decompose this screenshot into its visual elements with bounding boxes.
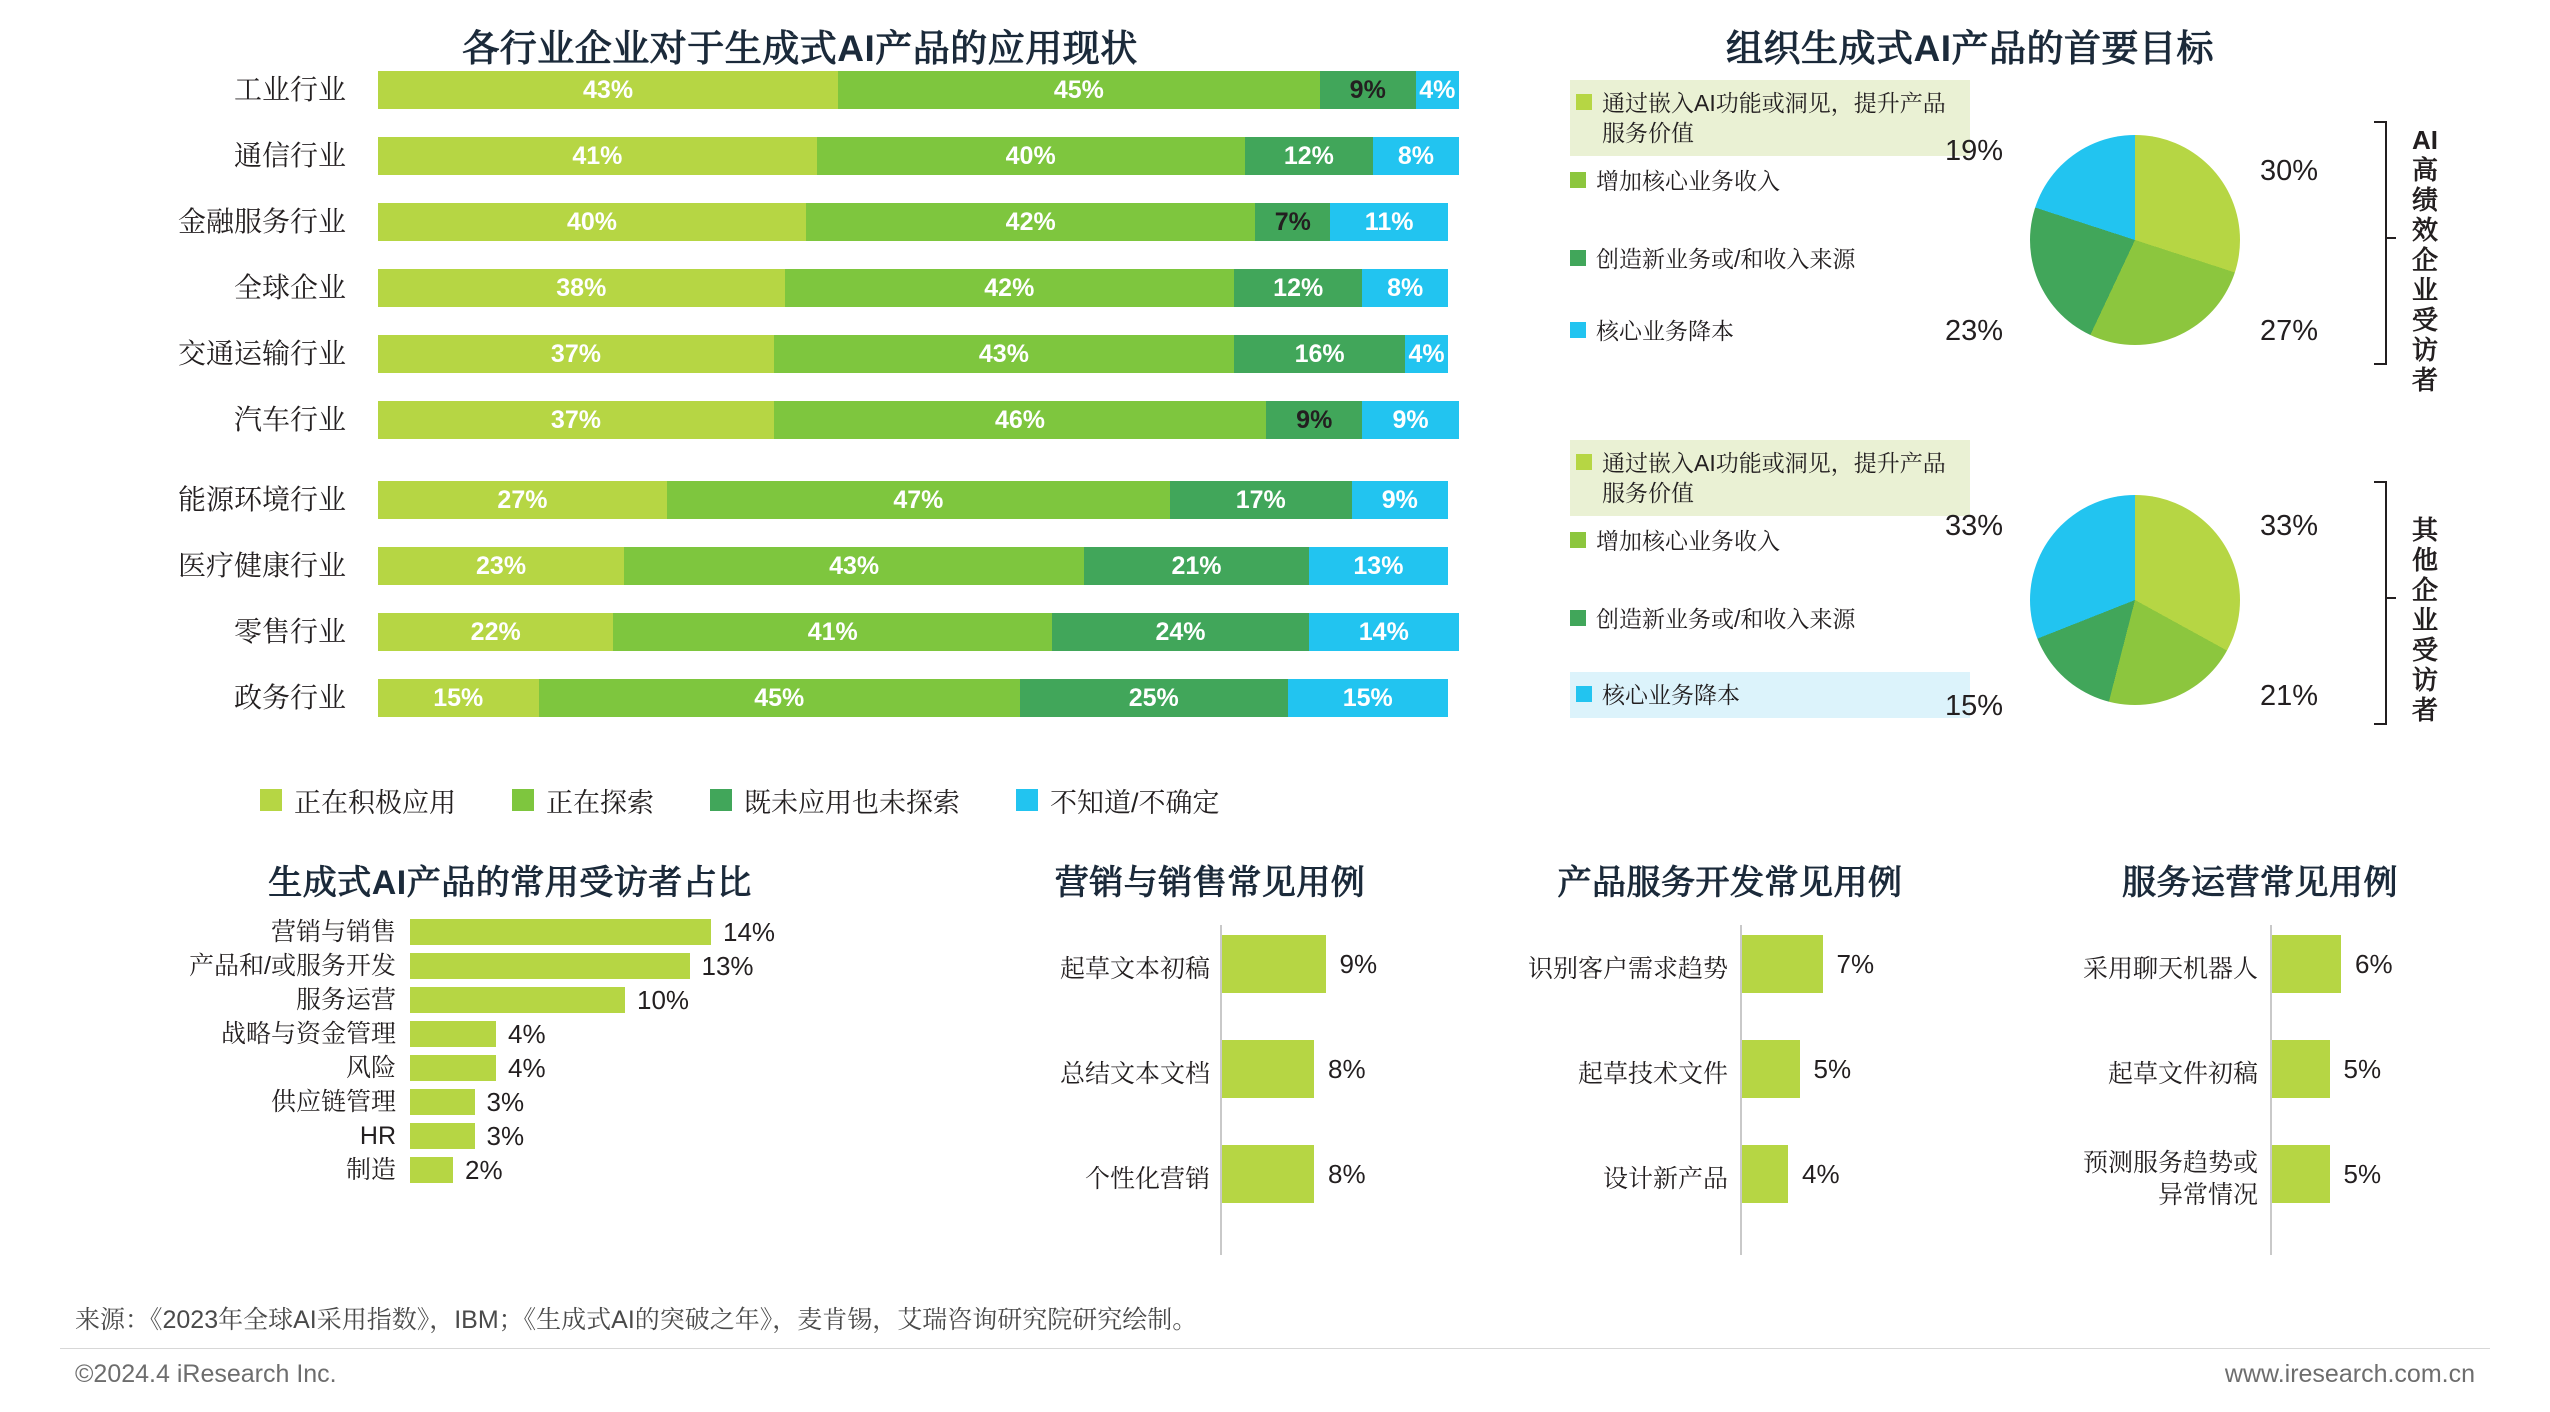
usecase-row <box>2000 1030 2520 1126</box>
bar-segment: 8% <box>1373 137 1459 175</box>
pie-charts-panel <box>1560 10 2520 840</box>
stacked-row <box>60 676 1520 720</box>
legend-swatch-icon <box>1016 789 1038 811</box>
row-bars <box>378 401 1533 439</box>
row-bars <box>378 335 1533 373</box>
pie-group-label: AI 高绩效企业受访者 <box>2411 125 2438 395</box>
bar-segment: 27% <box>378 481 667 519</box>
legend-label: 增加核心业务收入 <box>1596 528 1780 554</box>
bar-value-label: 5% <box>2343 1054 2382 1084</box>
bar-segment: 13% <box>1309 547 1448 585</box>
legend-label: 核心业务降本 <box>1596 318 1734 344</box>
legend-swatch-icon <box>1570 250 1586 266</box>
row-category-label: 个性化营销 <box>1084 1165 1210 1193</box>
stacked-row <box>60 266 1520 310</box>
usecase-row <box>2000 1135 2520 1231</box>
row-category-label: 零售行业 <box>233 616 346 647</box>
row-category-label: 战略与资金管理 <box>220 1020 396 1048</box>
bar-value-label: 10% <box>637 985 690 1015</box>
bar-segment: 9% <box>1320 71 1416 109</box>
usecase-row <box>1470 1030 1990 1126</box>
bar-segment: 45% <box>838 71 1320 109</box>
row-bars <box>378 269 1533 307</box>
pie-value-label: 33% <box>2260 510 2319 542</box>
legend-swatch-icon <box>260 789 282 811</box>
bar-segment: 41% <box>613 613 1052 651</box>
bar-value-label: 13% <box>701 951 754 981</box>
legend-swatch-icon <box>1570 172 1586 188</box>
bar-segment: 41% <box>378 137 817 175</box>
bar-segment: 43% <box>774 335 1234 373</box>
legend-label: 创造新业务或/和收入来源 <box>1596 246 1856 272</box>
row-category-label: HR <box>359 1122 396 1150</box>
pie-value-label: 19% <box>1945 135 2004 167</box>
legend-label: 既未应用也未探索 <box>744 787 960 818</box>
pie-value-label: 15% <box>1945 690 2004 722</box>
bar-segment: 9% <box>1352 481 1448 519</box>
usage-row <box>60 1053 960 1083</box>
stacked-row <box>60 134 1520 178</box>
legend-swatch-icon <box>1576 686 1592 702</box>
legend-label: 不知道/不确定 <box>1050 787 1220 818</box>
legend-swatch-icon <box>1576 94 1592 110</box>
legend-label: 正在积极应用 <box>294 787 456 818</box>
marketing-usecases-chart <box>960 855 1460 1325</box>
pie-legend-item <box>1570 316 1970 346</box>
pie-legend-item <box>1570 672 1970 718</box>
row-category-label: 交通运输行业 <box>177 338 346 369</box>
pie-value-label: 21% <box>2260 680 2319 712</box>
legend-swatch-icon <box>1570 610 1586 626</box>
pie-legend-1 <box>1570 80 1970 440</box>
usage-row <box>60 985 960 1015</box>
group-brace-icon <box>2372 478 2398 728</box>
row-category-label: 产品和/或服务开发 <box>189 952 396 980</box>
bar <box>2272 935 2341 993</box>
usecase-row <box>1470 925 1990 1021</box>
row-category-label: 制造 <box>345 1156 396 1184</box>
bar-value-label: 5% <box>2343 1159 2382 1189</box>
usage-chart-title: 生成式AI产品的常用受访者占比 <box>268 864 752 902</box>
usage-row <box>60 1155 960 1185</box>
legend-label: 正在探索 <box>546 787 654 818</box>
bar-segment: 12% <box>1245 137 1373 175</box>
bar <box>410 987 625 1013</box>
row-bars <box>378 203 1533 241</box>
bar-segment: 8% <box>1362 269 1448 307</box>
bar-segment: 47% <box>667 481 1170 519</box>
bar <box>410 953 690 979</box>
product-usecases-chart <box>1470 855 1990 1325</box>
bar-segment: 16% <box>1234 335 1405 373</box>
stacked-row <box>60 544 1520 588</box>
usecase-row <box>960 1030 1480 1126</box>
usecase-row <box>960 1135 1480 1231</box>
bar-segment: 9% <box>1266 401 1362 439</box>
bar-segment: 4% <box>1405 335 1448 373</box>
legend-label: 通过嵌入AI功能或洞见，提升产品服务价值 <box>1602 90 1946 146</box>
source-note: 来源：《2023年全球AI采用指数》，IBM；《生成式AI的突破之年》，麦肯锡，艾瑞咨询研究院研究绘制。 <box>75 1306 1198 1334</box>
pie-legend-item <box>1570 80 1970 156</box>
bar <box>2272 1040 2330 1098</box>
legend-label: 创造新业务或/和收入来源 <box>1596 606 1856 632</box>
bar-segment: 7% <box>1255 203 1330 241</box>
bar <box>410 1089 475 1115</box>
bar <box>410 1123 475 1149</box>
service-chart-title: 服务运营常见用例 <box>2122 864 2398 902</box>
bar-segment: 46% <box>774 401 1266 439</box>
service-usecases-chart <box>2000 855 2520 1325</box>
bar-value-label: 3% <box>486 1121 525 1151</box>
legend-item <box>512 781 654 820</box>
stacked-row <box>60 200 1520 244</box>
pie-group-label: 其他企业受访者 <box>2411 515 2438 725</box>
usage-row <box>60 951 960 981</box>
bar-value-label: 4% <box>508 1053 546 1083</box>
bar-segment: 14% <box>1309 613 1459 651</box>
pie-value-label: 23% <box>1945 315 2004 347</box>
bar-segment: 43% <box>378 71 838 109</box>
bar-segment: 42% <box>806 203 1255 241</box>
pie-legend-item <box>1570 604 1970 634</box>
pie-block-others <box>1560 440 2460 800</box>
row-bars <box>378 71 1533 109</box>
row-category-label: 金融服务行业 <box>177 206 346 237</box>
bar-segment: 22% <box>378 613 613 651</box>
usecase-row <box>1470 1135 1990 1231</box>
bar <box>1742 1040 1800 1098</box>
row-bars <box>378 613 1533 651</box>
usecase-row <box>960 925 1480 1021</box>
legend-swatch-icon <box>1576 454 1592 470</box>
bar-value-label: 6% <box>2355 949 2393 979</box>
stacked-bar-chart <box>60 10 1550 830</box>
bar-value-label: 8% <box>1328 1054 1366 1084</box>
legend-swatch-icon <box>710 789 732 811</box>
pie-chart-others <box>2030 495 2240 705</box>
pie-value-label: 33% <box>1945 510 2004 542</box>
stacked-row <box>60 610 1520 654</box>
row-category-label: 起草文本初稿 <box>1059 955 1210 983</box>
bar-segment: 25% <box>1020 679 1288 717</box>
row-category-label: 全球企业 <box>233 272 346 303</box>
pies-chart-title: 组织生成式AI产品的首要目标 <box>1726 28 2214 69</box>
bar <box>2272 1145 2330 1203</box>
bar-value-label: 4% <box>1802 1159 1840 1189</box>
row-category-label: 预测服务趋势或 异常情况 <box>2082 1149 2258 1209</box>
row-bars <box>378 547 1533 585</box>
pie-legend-2 <box>1570 440 1970 800</box>
bar-segment: 23% <box>378 547 624 585</box>
bar <box>1742 1145 1788 1203</box>
pie-legend-item <box>1570 244 1970 274</box>
group-brace-icon <box>2372 118 2398 368</box>
pie-legend-item <box>1570 440 1970 516</box>
bar <box>410 1055 496 1081</box>
stacked-chart-legend <box>260 780 1490 820</box>
row-category-label: 工业行业 <box>233 74 346 105</box>
bar-segment: 12% <box>1234 269 1362 307</box>
row-category-label: 设计新产品 <box>1602 1165 1728 1193</box>
pie-block-high-performers <box>1560 80 2460 440</box>
bar-segment: 21% <box>1084 547 1309 585</box>
bar-value-label: 2% <box>465 1155 503 1185</box>
bar-value-label: 7% <box>1836 949 1875 979</box>
legend-item <box>260 781 456 820</box>
bar-segment: 45% <box>539 679 1021 717</box>
usage-share-chart <box>60 855 960 1325</box>
stacked-chart-title: 各行业企业对于生成式AI产品的应用现状 <box>462 28 1138 69</box>
row-bars <box>378 481 1533 519</box>
marketing-chart-title: 营销与销售常见用例 <box>1054 864 1366 902</box>
pie-legend-item <box>1570 526 1970 556</box>
bar-value-label: 9% <box>1339 949 1378 979</box>
usage-row <box>60 917 960 947</box>
stacked-row <box>60 398 1520 442</box>
bar-segment: 24% <box>1052 613 1309 651</box>
bar-segment: 9% <box>1362 401 1458 439</box>
bar-segment: 11% <box>1330 203 1448 241</box>
pie-value-label: 27% <box>2260 315 2319 347</box>
bar-segment: 37% <box>378 401 774 439</box>
copyright-text: ©2024.4 iResearch Inc. <box>75 1360 337 1388</box>
row-category-label: 采用聊天机器人 <box>2082 955 2258 983</box>
legend-swatch-icon <box>1570 322 1586 338</box>
legend-item <box>710 781 960 820</box>
row-category-label: 能源环境行业 <box>177 484 346 515</box>
website-text: www.iresearch.com.cn <box>2224 1360 2475 1388</box>
legend-label: 通过嵌入AI功能或洞见，提升产品服务价值 <box>1602 450 1946 506</box>
row-category-label: 起草文件初稿 <box>2107 1060 2258 1088</box>
footer-divider <box>60 1348 2490 1349</box>
product-chart-title: 产品服务开发常见用例 <box>1557 864 1903 902</box>
row-category-label: 总结文本文档 <box>1059 1060 1210 1088</box>
bar-segment: 37% <box>378 335 774 373</box>
row-category-label: 政务行业 <box>233 682 346 713</box>
bar-segment: 38% <box>378 269 785 307</box>
pie-chart-high-performers <box>2030 135 2240 345</box>
legend-label: 核心业务降本 <box>1602 682 1740 708</box>
legend-swatch-icon <box>512 789 534 811</box>
row-category-label: 识别客户需求趋势 <box>1527 955 1728 983</box>
bar-segment: 43% <box>624 547 1084 585</box>
bar-value-label: 3% <box>486 1087 525 1117</box>
bar <box>410 1157 453 1183</box>
row-category-label: 医疗健康行业 <box>177 550 346 581</box>
bar <box>410 1021 496 1047</box>
stacked-row <box>60 68 1520 112</box>
stacked-row <box>60 332 1520 376</box>
bar <box>1222 935 1326 993</box>
row-category-label: 通信行业 <box>233 140 346 171</box>
row-bars <box>378 137 1533 175</box>
bar-segment: 4% <box>1416 71 1459 109</box>
pie-legend-item <box>1570 166 1970 196</box>
bar-segment: 40% <box>378 203 806 241</box>
row-category-label: 服务运营 <box>295 986 396 1014</box>
row-category-label: 风险 <box>345 1054 396 1082</box>
pie-value-label: 30% <box>2260 155 2319 187</box>
bar <box>1222 1040 1314 1098</box>
stacked-row <box>60 478 1520 522</box>
bar-segment: 17% <box>1170 481 1352 519</box>
usage-row <box>60 1019 960 1049</box>
row-bars <box>378 679 1533 717</box>
row-category-label: 供应链管理 <box>270 1088 396 1116</box>
usage-row <box>60 1121 960 1151</box>
bar-segment: 42% <box>785 269 1234 307</box>
legend-label: 增加核心业务收入 <box>1596 168 1780 194</box>
legend-item <box>1016 781 1220 820</box>
bar-value-label: 4% <box>508 1019 546 1049</box>
usage-row <box>60 1087 960 1117</box>
bar <box>1742 935 1823 993</box>
bar <box>410 919 711 945</box>
row-category-label: 起草技术文件 <box>1577 1060 1728 1088</box>
bar-value-label: 5% <box>1813 1054 1852 1084</box>
usecase-row <box>2000 925 2520 1021</box>
row-category-label: 汽车行业 <box>233 404 346 435</box>
bar-segment: 15% <box>1288 679 1449 717</box>
bar-segment: 15% <box>378 679 539 717</box>
bar-value-label: 14% <box>723 917 776 947</box>
bar-segment: 40% <box>817 137 1245 175</box>
row-category-label: 营销与销售 <box>270 918 396 946</box>
bar <box>1222 1145 1314 1203</box>
legend-swatch-icon <box>1570 532 1586 548</box>
bar-value-label: 8% <box>1328 1159 1366 1189</box>
